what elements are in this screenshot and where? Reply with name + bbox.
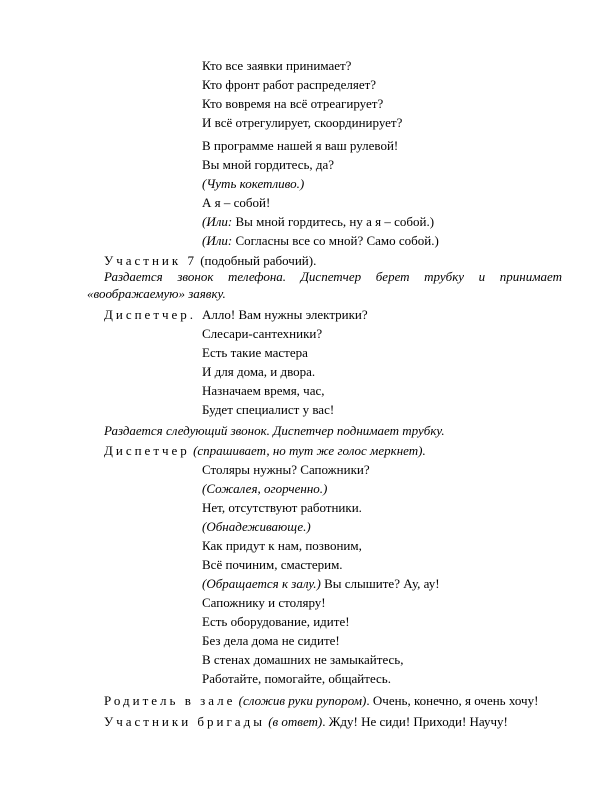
- stage-direction: Раздается следующий звонок. Диспетчер поднимает трубку.: [104, 423, 445, 438]
- character-line: [104, 443, 426, 459]
- character-name: [104, 307, 196, 323]
- character-name-text: Диспетчер.: [104, 307, 197, 322]
- verse-line: И для дома, и двора.: [202, 364, 316, 379]
- character-name: Участник 7: [104, 253, 197, 268]
- verse-line: Нет, отсутствуют работники.: [202, 500, 362, 515]
- character-name: Родитель в зале: [104, 693, 236, 708]
- verse-line: Есть оборудование, идите!: [202, 614, 350, 629]
- alt-text: Согласны все со мной? Само собой.): [232, 233, 439, 248]
- verse-line: В программе нашей я ваш рулевой!: [202, 138, 399, 153]
- stage-remark: (Сожалея, огорченно.): [202, 481, 328, 496]
- stage-remark: (Чуть кокетливо.): [202, 176, 305, 191]
- alt-note: (Или:: [202, 214, 233, 229]
- verse-line: Вы мной гордитесь, да?: [202, 157, 335, 172]
- verse-line: Как придут к нам, позвоним,: [202, 538, 362, 553]
- character-speech: . Жду! Не сиди! Приходи! Научу!: [322, 714, 508, 729]
- verse-line: Алло! Вам нужны электрики?: [202, 307, 368, 322]
- verse-line: В стенах домашних не замыкайтесь,: [202, 652, 404, 667]
- stage-remark: (Обращается к залу.): [202, 576, 321, 591]
- verse-line: Будет специалист у вас!: [202, 402, 335, 417]
- character-line: [104, 714, 508, 730]
- verse-line: Слесари-сантехники?: [202, 326, 323, 341]
- stage-remark: (Обнадеживающе.): [202, 519, 311, 534]
- character-line: [104, 693, 538, 709]
- verse-line: [202, 233, 439, 249]
- verse-line: Всё починим, смастерим.: [202, 557, 343, 572]
- verse-line: Есть такие мастера: [202, 345, 308, 360]
- verse-line: [202, 214, 434, 230]
- verse-line: [202, 576, 440, 592]
- character-speech: . Очень, конечно, я очень хочу!: [366, 693, 539, 708]
- verse-line: Кто фронт работ распределяет?: [202, 77, 377, 92]
- character-remark: (в ответ): [264, 714, 323, 729]
- verse-line: Кто все заявки принимает?: [202, 58, 352, 73]
- character-name: Участники бригады: [104, 714, 265, 729]
- stage-direction: Раздается звонок телефона. Диспетчер берет трубку и принимает: [104, 269, 562, 284]
- verse-line: И всё отрегулирует, скоординирует?: [202, 115, 403, 130]
- verse-line: Кто вовремя на всё отреагирует?: [202, 96, 384, 111]
- verse-line: Без дела дома не сидите!: [202, 633, 340, 648]
- character-name: Диспетчер: [104, 443, 190, 458]
- verse-line: Назначаем время, час,: [202, 383, 325, 398]
- character-remark: (спрашивает, но тут же голос меркнет).: [189, 443, 426, 458]
- verse-text: Вы слышите? Ау, ау!: [320, 576, 440, 591]
- character-desc: (подобный рабочий).: [196, 253, 317, 268]
- character-remark: (сложив руки рупором): [235, 693, 367, 708]
- verse-line: Столяры нужны? Сапожники?: [202, 462, 370, 477]
- character-line: [104, 253, 316, 269]
- verse-line: Сапожнику и столяру!: [202, 595, 326, 610]
- alt-text: Вы мной гордитесь, ну а я – собой.): [232, 214, 435, 229]
- verse-line: А я – собой!: [202, 195, 271, 210]
- alt-note: (Или:: [202, 233, 233, 248]
- verse-line: Работайте, помогайте, общайтесь.: [202, 671, 391, 686]
- stage-direction: «воображаемую» заявку.: [87, 286, 226, 301]
